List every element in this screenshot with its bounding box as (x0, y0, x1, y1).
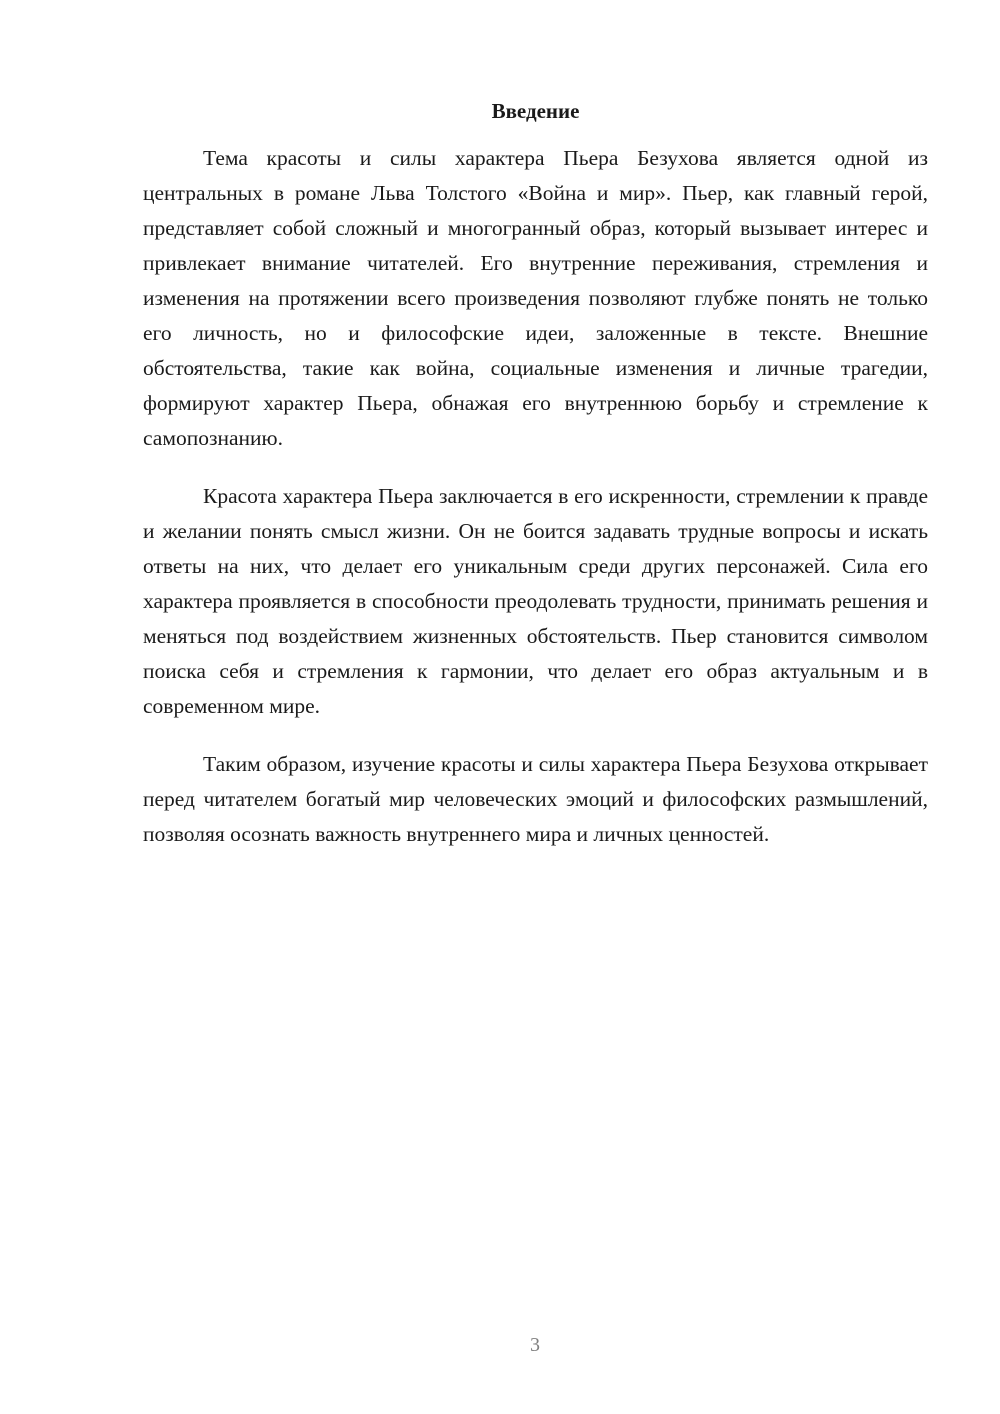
body-text (143, 141, 928, 875)
paragraph-3: Таким образом, изучение красоты и силы характера Пьера Безухова открывает перед читателем богатый мир человеческих эмоций и философских размышлений, позволяя осознать важность внутреннего мира и личных ценностей. (143, 752, 928, 846)
paragraph-2: Красота характера Пьера заключается в его искренности, стремлении к правде и желании понять смысл жизни. Он не боится задавать трудные вопросы и искать ответы на них, что делает его уникальным среди других персонажей. Сила его характера проявляется в способности преодолевать трудности, принимать решения и меняться под воздействием жизненных обстоятельств. Пьер становится символом поиска себя и стремления к гармонии, что делает его образ актуальным и в современном мире. (143, 484, 928, 718)
section-title: Введение (491, 99, 580, 123)
page-number: 3 (530, 1334, 540, 1356)
paragraph-1: Тема красоты и силы характера Пьера Безухова является одной из центральных в романе Льва Толстого «Война и мир». Пьер, как главный герой, представляет собой сложный и многогранный образ, который вызывает интерес и привлекает внимание читателей. Его внутренние переживания, стремления и изменения на протяжении всего произведения позволяют глубже понять не только его личность, но и философские идеи, заложенные в тексте. Внешние обстоятельства, такие как война, социальные изменения и личные трагедии, формируют характер Пьера, обнажая его внутреннюю борьбу и стремление к самопознанию. (143, 146, 928, 450)
